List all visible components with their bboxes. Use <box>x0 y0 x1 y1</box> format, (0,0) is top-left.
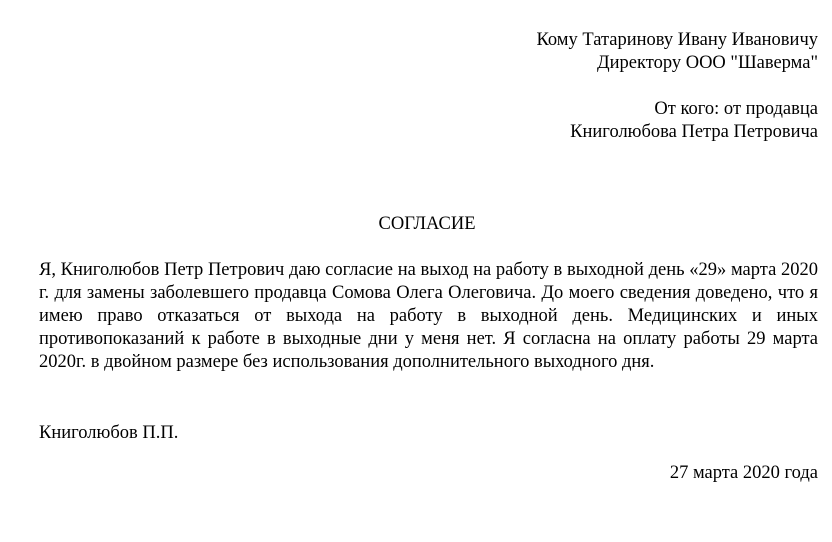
document-title: СОГЛАСИЕ <box>378 214 476 234</box>
sender-name: Книголюбова Петра Петровича <box>570 122 818 142</box>
consent-body: Я, Книголюбов Петр Петрович даю согласие на выход на работу в выходной день «29» марта 2020 г. для замены заболевшего продавца Сомова Олега Олеговича. До моего сведения доведено, что я имею право отказаться от выхода на работу в выходной день. Медицинских и иных противопоказаний к работе в выходные дни у меня нет. Я согласна на оплату работы 29 марта 2020г. в двойном размере без использования дополнительного выходного дня. <box>39 260 818 372</box>
sender-block <box>570 98 818 144</box>
signature: Книголюбов П.П. <box>39 423 179 443</box>
recipient-block <box>536 29 818 75</box>
recipient-name: Кому Татаринову Ивану Ивановичу <box>536 30 818 50</box>
recipient-position: Директору ООО "Шаверма" <box>597 53 818 73</box>
sender-label: От кого: от продавца <box>654 99 818 119</box>
document-date: 27 марта 2020 года <box>669 463 818 483</box>
